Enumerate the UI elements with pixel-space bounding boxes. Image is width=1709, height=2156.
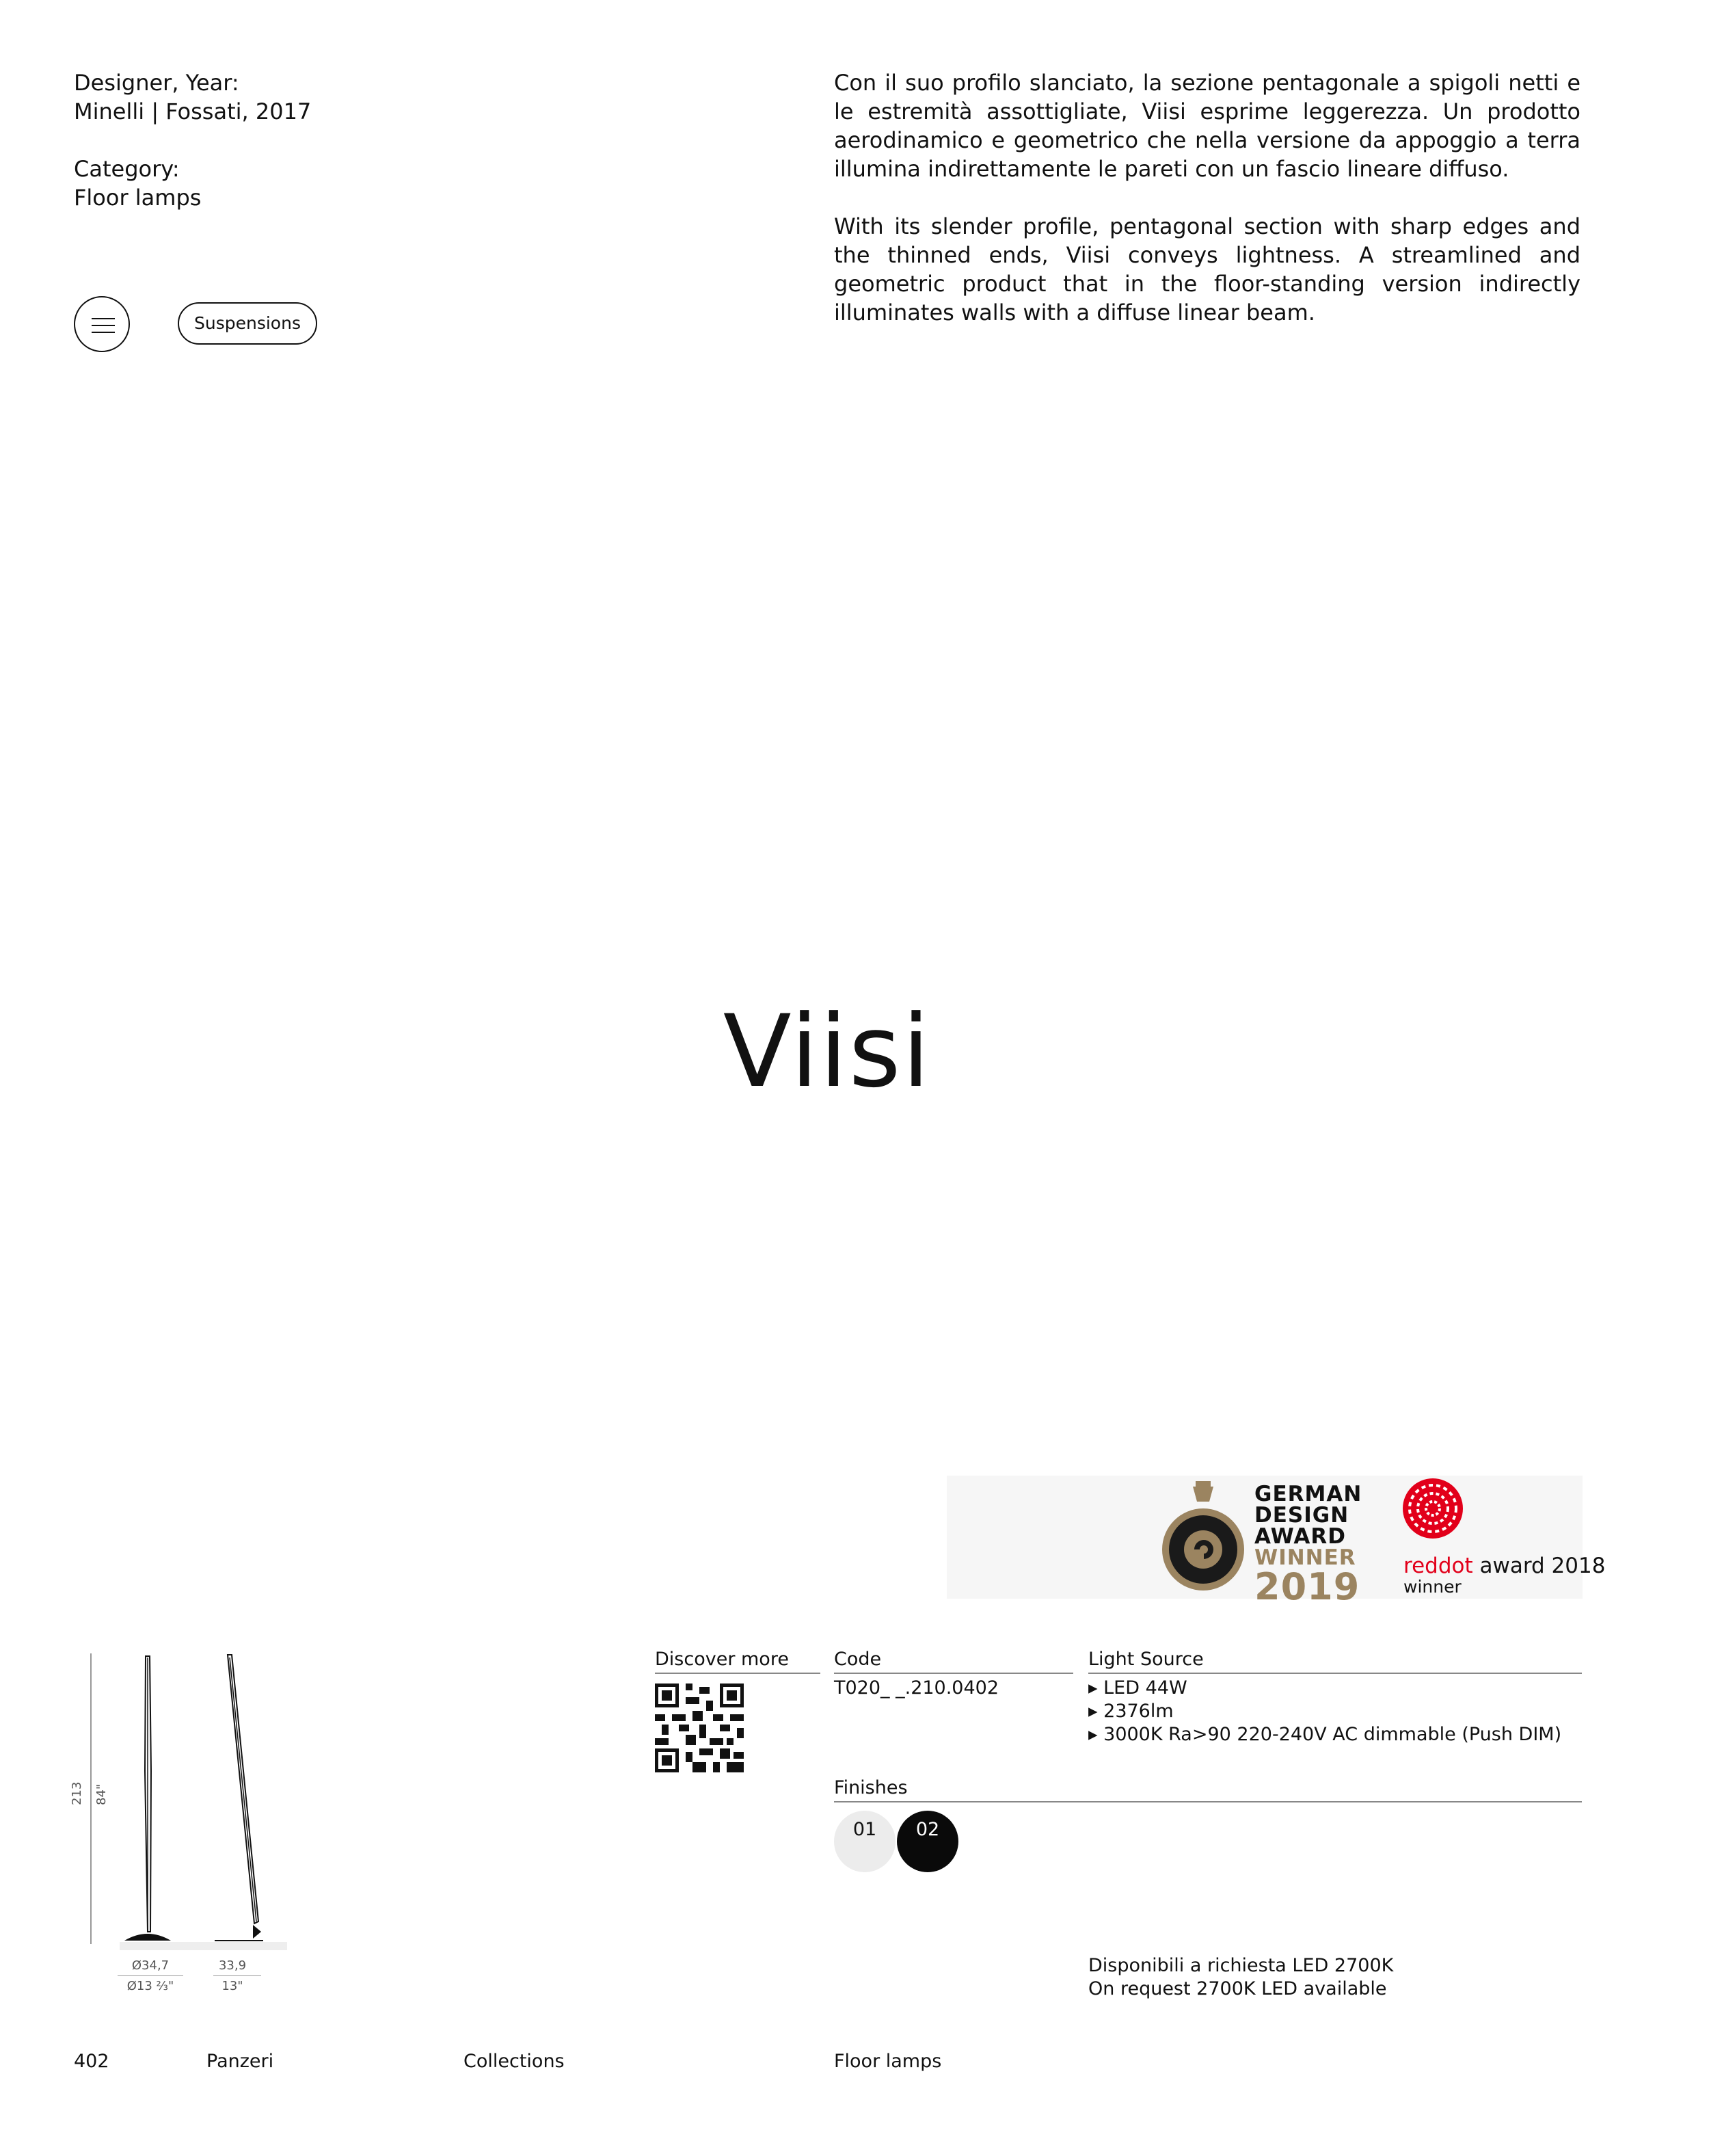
depth-in: 13" [221,1979,243,1993]
product-title: Viisi [723,994,932,1110]
light-source-item: ▸ 3000K Ra>90 220-240V AC dimmable (Push DIM) [1088,1724,1562,1745]
light-source-item: ▸ LED 44W [1088,1677,1187,1699]
height-label-cm: 213 [70,1781,84,1805]
german-design-award-logo [1159,1481,1248,1604]
finish-swatch-02[interactable]: 02 [897,1811,958,1872]
base-divider [118,1975,183,1976]
category-value: Floor lamps [74,185,202,211]
gda-line-1: GERMAN [1254,1482,1362,1506]
meta-block [74,68,311,212]
page-number: 402 [74,2051,109,2072]
designer-value: Minelli | Fossati, 2017 [74,98,312,124]
finishes-label: Finishes [834,1777,908,1798]
code-rule [834,1673,1073,1674]
reddot-award-year: award 2018 [1472,1554,1606,1578]
reddot-text [1403,1554,1605,1578]
note-italian: Disponibili a richiesta LED 2700K [1088,1955,1394,1976]
gda-year: 2019 [1254,1565,1360,1608]
german-design-award-text [1254,1484,1362,1606]
code-label: Code [834,1649,882,1670]
gda-line-3: AWARD [1254,1524,1346,1549]
gda-line-2: DESIGN [1254,1503,1349,1528]
footer-brand: Panzeri [206,2051,274,2072]
bullet-icon: ▸ [1088,1701,1104,1722]
finishes-rule [834,1801,1582,1802]
depth-cm: 33,9 [218,1958,247,1973]
bullet-icon: ▸ [1088,1677,1104,1699]
depth-divider [213,1975,261,1976]
description-english: With its slender profile, pentagonal section with sharp edges and the thinned ends, Viisi conveys lightness. A streamlined and geometric product that in the floor-standing version indirectly illuminates walls with a diffuse linear beam. [834,213,1580,325]
base-diameter-cm: Ø34,7 [131,1958,170,1973]
availability-note [1088,1954,1393,2001]
light-source-rule [1088,1673,1582,1674]
designer-label: Designer, Year: [74,70,239,96]
category-label: Category: [74,156,180,182]
discover-more-label: Discover more [655,1649,789,1670]
description [834,68,1580,356]
discover-rule [655,1673,820,1674]
footer-section: Collections [463,2051,565,2072]
gda-line-4: WINNER [1254,1545,1356,1570]
light-source-list [1088,1677,1561,1746]
height-label-in: 84" [94,1783,109,1805]
reddot-winner: winner [1403,1577,1462,1597]
qr-code[interactable] [655,1683,744,1772]
base-diameter-in: Ø13 ⅔" [126,1979,174,1993]
light-source-label: Light Source [1088,1649,1204,1670]
light-source-item: ▸ 2376lm [1088,1701,1174,1722]
reddot-word: reddot [1403,1554,1473,1578]
suspensions-link[interactable]: Suspensions [178,302,317,345]
description-italian: Con il suo profilo slanciato, la sezione pentagonale a spigoli netti e le estremità assottigliate, Viisi esprime leggerezza. Un prodotto aerodinamico e geometrico che nella versione da appoggio a terra illumina indirettamente le pareti con un fascio lineare diffuso. [834,70,1580,182]
finish-swatch-01[interactable]: 01 [834,1811,896,1872]
footer-category: Floor lamps [834,2051,942,2072]
menu-button[interactable] [74,296,130,352]
note-english: On request 2700K LED available [1088,1978,1387,1999]
code-value: T020_ _.210.0402 [834,1677,999,1699]
reddot-logo [1401,1476,1470,1544]
bullet-icon: ▸ [1088,1724,1104,1745]
